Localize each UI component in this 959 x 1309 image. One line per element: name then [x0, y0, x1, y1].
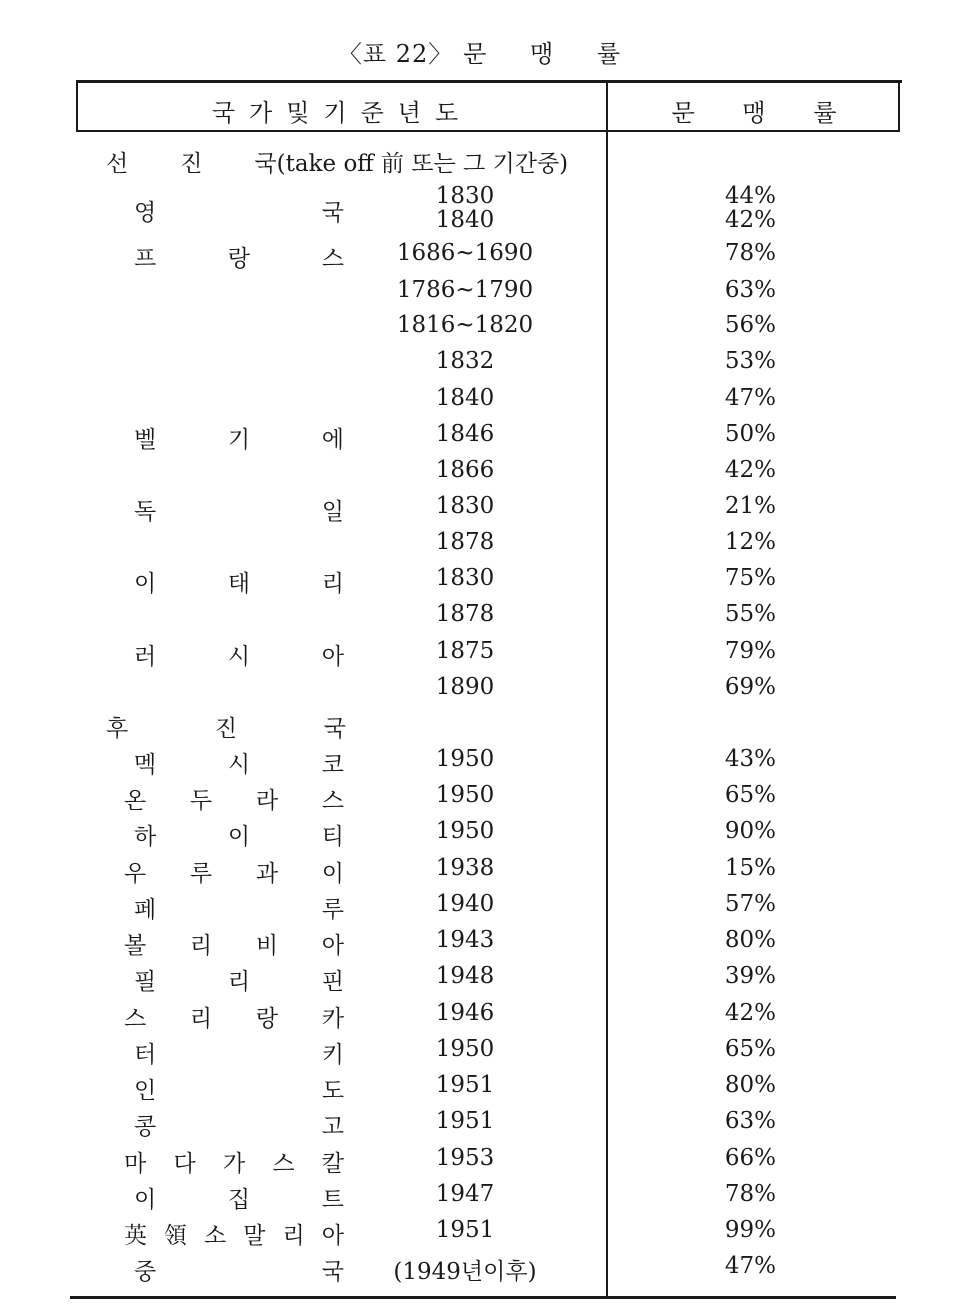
country-name: 벨 기 에 — [134, 427, 344, 453]
table-row — [0, 277, 959, 311]
header-rule — [78, 130, 900, 132]
illiteracy-rate: 53% — [724, 348, 776, 374]
illiteracy-rate: 47% — [724, 385, 776, 411]
illiteracy-rate: 21% — [724, 493, 776, 519]
header-country-year: 국가및기준년도 — [211, 99, 473, 127]
table-row — [0, 855, 959, 889]
illiteracy-rate: 69% — [724, 674, 776, 700]
base-year: 1875 — [435, 638, 495, 664]
base-year: 1786~1790 — [396, 277, 534, 303]
illiteracy-rate: 12% — [724, 529, 776, 555]
base-year: 1830 — [435, 493, 495, 519]
header-illiteracy-rate: 문 맹 률 — [671, 99, 837, 127]
country-name: 필 리 핀 — [134, 969, 344, 995]
table-row — [0, 348, 959, 382]
base-year: 1946 — [435, 1000, 495, 1026]
illiteracy-rate: 57% — [724, 891, 776, 917]
country-name: 독 일 — [134, 499, 344, 525]
table-row — [0, 421, 959, 455]
country-name: 인 도 — [134, 1078, 344, 1104]
table-row — [0, 891, 959, 925]
country-name: 터 키 — [134, 1042, 344, 1068]
base-year: 1832 — [435, 348, 495, 374]
section-char: 후 — [106, 716, 129, 742]
illiteracy-rate: 79% — [724, 638, 776, 664]
table-row — [0, 818, 959, 852]
table-row — [0, 746, 959, 780]
country-name: 마 다 가 스 칼 — [124, 1151, 344, 1177]
table-row — [0, 601, 959, 635]
illiteracy-rate: 56% — [724, 312, 776, 338]
illiteracy-rate: 65% — [724, 782, 776, 808]
section-char: 국 — [254, 151, 277, 177]
base-year: 1830 — [435, 565, 495, 591]
table-row — [0, 1253, 959, 1287]
table-row — [0, 565, 959, 599]
country-name: 이 집 트 — [134, 1187, 344, 1213]
base-year: 1951 — [435, 1217, 495, 1243]
base-year: 1840 — [435, 385, 495, 411]
table-row — [0, 1145, 959, 1179]
country-name: 멕 시 코 — [134, 752, 344, 778]
illiteracy-rate: 63% — [724, 277, 776, 303]
base-year: 1951 — [435, 1072, 495, 1098]
country-name: 영 국 — [134, 200, 344, 226]
country-name: 이 태 리 — [134, 571, 344, 597]
section-advanced — [106, 145, 568, 178]
illiteracy-rate: 43% — [724, 746, 776, 772]
table-row — [0, 674, 959, 708]
table-row — [0, 385, 959, 419]
base-year: 1950 — [435, 1036, 495, 1062]
table-title — [0, 34, 959, 69]
table-row — [0, 963, 959, 997]
base-year: 1950 — [435, 782, 495, 808]
illiteracy-rate: 78% — [724, 1181, 776, 1207]
table-row — [0, 1000, 959, 1034]
country-name: 스 리 랑 카 — [124, 1006, 344, 1032]
illiteracy-rate: 39% — [724, 963, 776, 989]
illiteracy-rate: 80% — [724, 1072, 776, 1098]
illiteracy-rate: 80% — [724, 927, 776, 953]
table-row — [0, 1217, 959, 1251]
illiteracy-rate: 50% — [724, 421, 776, 447]
country-name: 프 랑 스 — [134, 246, 344, 272]
table-row — [0, 240, 959, 274]
table-row — [0, 529, 959, 563]
illiteracy-rate: 15% — [724, 855, 776, 881]
table-row — [0, 782, 959, 816]
country-name: 중 국 — [134, 1259, 344, 1285]
country-name: 콩 고 — [134, 1114, 344, 1140]
section-char: 국 — [323, 716, 346, 742]
base-year: 1878 — [435, 601, 495, 627]
section-char: 진 — [214, 716, 238, 742]
table-row — [0, 927, 959, 961]
country-name: 페 루 — [134, 897, 344, 923]
section-developing — [106, 710, 346, 743]
base-year: 1953 — [435, 1145, 495, 1171]
base-year: 1890 — [435, 674, 495, 700]
base-year: 1940 — [435, 891, 495, 917]
top-rule — [76, 80, 902, 83]
country-name: 온 두 라 스 — [124, 788, 344, 814]
illiteracy-rate: 78% — [724, 240, 776, 266]
table-row — [0, 312, 959, 346]
bottom-rule — [70, 1296, 896, 1299]
base-year: 1948 — [435, 963, 495, 989]
illiteracy-rate: 66% — [724, 1145, 776, 1171]
illiteracy-rate: 55% — [724, 601, 776, 627]
base-year: 1938 — [435, 855, 495, 881]
base-year: 1951 — [435, 1108, 495, 1134]
table-row — [0, 638, 959, 672]
illiteracy-rate: 90% — [724, 818, 776, 844]
section-note: (take off 前 또는 그 기간중) — [276, 151, 569, 177]
base-year: 1950 — [435, 746, 495, 772]
illiteracy-rate: 75% — [724, 565, 776, 591]
base-year: 1943 — [435, 927, 495, 953]
base-year: 1686~1690 — [396, 240, 534, 266]
illiteracy-rate: 42% — [724, 457, 776, 483]
table-row — [0, 1072, 959, 1106]
table-row — [0, 184, 959, 234]
base-year: 1866 — [435, 457, 495, 483]
section-char: 진 — [180, 151, 203, 177]
section-char: 선 — [106, 151, 129, 177]
table-row — [0, 1036, 959, 1070]
country-name: 러 시 아 — [134, 644, 344, 670]
table-number: 〈표 22〉 — [337, 40, 454, 68]
table-row — [0, 1108, 959, 1142]
illiteracy-rate: 42% — [724, 1000, 776, 1026]
base-year: 1950 — [435, 818, 495, 844]
illiteracy-rate: 65% — [724, 1036, 776, 1062]
base-year: 1816~1820 — [396, 312, 534, 338]
base-year: 1830 1840 — [435, 183, 495, 233]
base-year: (1949년이후) — [393, 1259, 537, 1285]
country-name: 우 루 과 이 — [124, 861, 344, 887]
country-name: 볼 리 비 아 — [124, 933, 344, 959]
base-year: 1947 — [435, 1181, 495, 1207]
base-year: 1846 — [435, 421, 495, 447]
illiteracy-rate: 47% — [724, 1253, 776, 1279]
base-year: 1878 — [435, 529, 495, 555]
illiteracy-rate: 99% — [724, 1217, 776, 1243]
illiteracy-rate: 63% — [724, 1108, 776, 1134]
table-row — [0, 1181, 959, 1215]
country-name: 英 領 소 말 리 아 — [124, 1223, 344, 1249]
table-row — [0, 493, 959, 527]
table-caption: 문 맹 률 — [463, 40, 622, 68]
illiteracy-rate: 44% 42% — [724, 183, 776, 233]
country-name: 하 이 티 — [134, 824, 344, 850]
table-row — [0, 457, 959, 491]
